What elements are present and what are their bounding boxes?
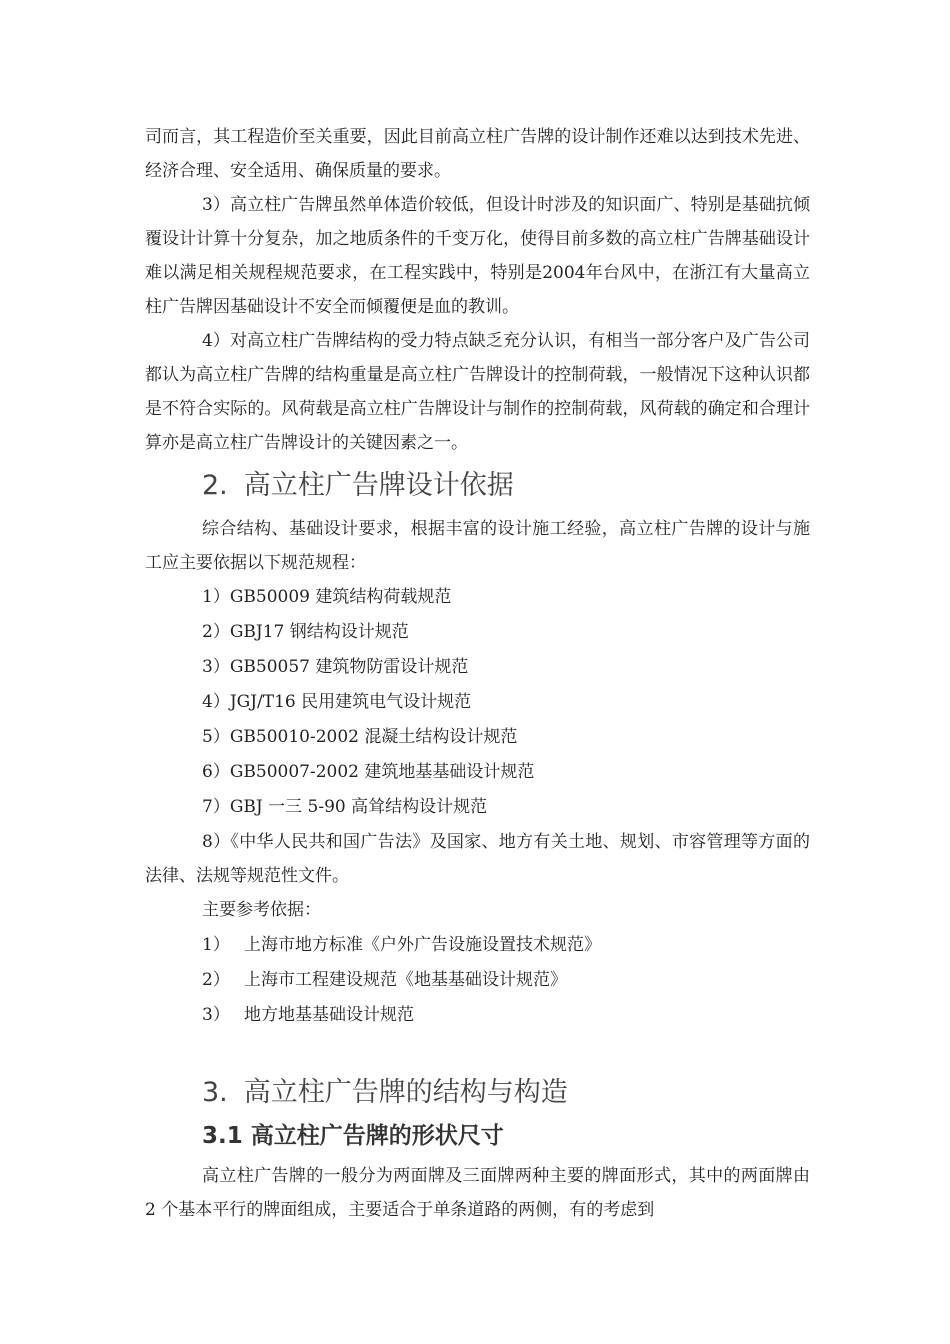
section-2-heading [145, 464, 810, 508]
paragraph-point-4: 4）对高立柱广告牌结构的受力特点缺乏充分认识，有相当一部分客户及广告公司都认为高立柱广告牌的结构重量是高立柱广告牌设计的控制荷载，一般情况下这种认识都是不符合实际的。风荷载是高立柱广告牌设计与制作的控制荷载，风荷载的确定和合理计算亦是高立柱广告牌设计的关键因素之一。 [145, 331, 810, 453]
code-list-item: 2）GBJ17 钢结构设计规范 [202, 622, 409, 642]
reference-number: 2） [202, 970, 230, 990]
section-2-title: 高立柱广告牌设计依据 [243, 470, 514, 501]
reference-number: 3） [202, 1005, 230, 1025]
paragraph-point-3: 3）高立柱广告牌虽然单体造价较低，但设计时涉及的知识面广、特别是基础抗倾覆设计计算十分复杂，加之地质条件的千变万化，使得目前多数的高立柱广告牌基础设计难以满足相关规程规范要求，在工程实践中，特别是2004年台风中，在浙江有大量高立柱广告牌因基础设计不安全而倾覆便是血的教训。 [145, 195, 810, 317]
section-3-1-paragraph: 高立柱广告牌的一般分为两面牌及三面牌两种主要的牌面形式，其中的两面牌由 2 个基本平行的牌面组成，主要适合于单条道路的两侧，有的考虑到 [145, 1166, 810, 1220]
code-list-item: 6）GB50007-2002 建筑地基基础设计规范 [202, 762, 535, 782]
code-list-item-8: 8）《中华人民共和国广告法》及国家、地方有关土地、规划、市容管理等方面的法律、法规等规范性文件。 [145, 832, 810, 886]
subsection-3-1-heading: 3.1 高立柱广告牌的形状尺寸 [202, 1123, 504, 1149]
code-list-item: 3）GB50057 建筑物防雷设计规范 [202, 657, 469, 677]
reference-heading: 主要参考依据： [202, 900, 321, 920]
reference-item [145, 928, 810, 963]
section-2-number: 2. [202, 470, 228, 501]
code-list-item: 7）GBJ 一三 5-90 高耸结构设计规范 [202, 797, 488, 817]
code-list-item: 4）JGJ/T16 民用建筑电气设计规范 [202, 692, 472, 712]
reference-text: 上海市工程建设规范《地基基础设计规范》 [244, 970, 567, 990]
code-list-item: 1）GB50009 建筑结构荷载规范 [202, 587, 452, 607]
section-2-intro: 综合结构、基础设计要求，根据丰富的设计施工经验，高立柱广告牌的设计与施工应主要依据以下规范规程： [145, 519, 810, 573]
reference-item [145, 998, 810, 1033]
reference-number: 1） [202, 935, 230, 955]
section-3-heading [145, 1071, 810, 1115]
section-3-number: 3. [202, 1077, 228, 1108]
section-3-title: 高立柱广告牌的结构与构造 [243, 1077, 568, 1108]
reference-text: 上海市地方标准《户外广告设施设置技术规范》 [244, 935, 601, 955]
code-list-item: 5）GB50010-2002 混凝土结构设计规范 [202, 727, 518, 747]
page-content [145, 120, 810, 1227]
paragraph-continuation: 司而言，其工程造价至关重要，因此目前高立柱广告牌的设计制作还难以达到技术先进、经济合理、安全适用、确保质量的要求。 [145, 127, 810, 181]
reference-text: 地方地基基础设计规范 [244, 1005, 414, 1025]
reference-item [145, 963, 810, 998]
